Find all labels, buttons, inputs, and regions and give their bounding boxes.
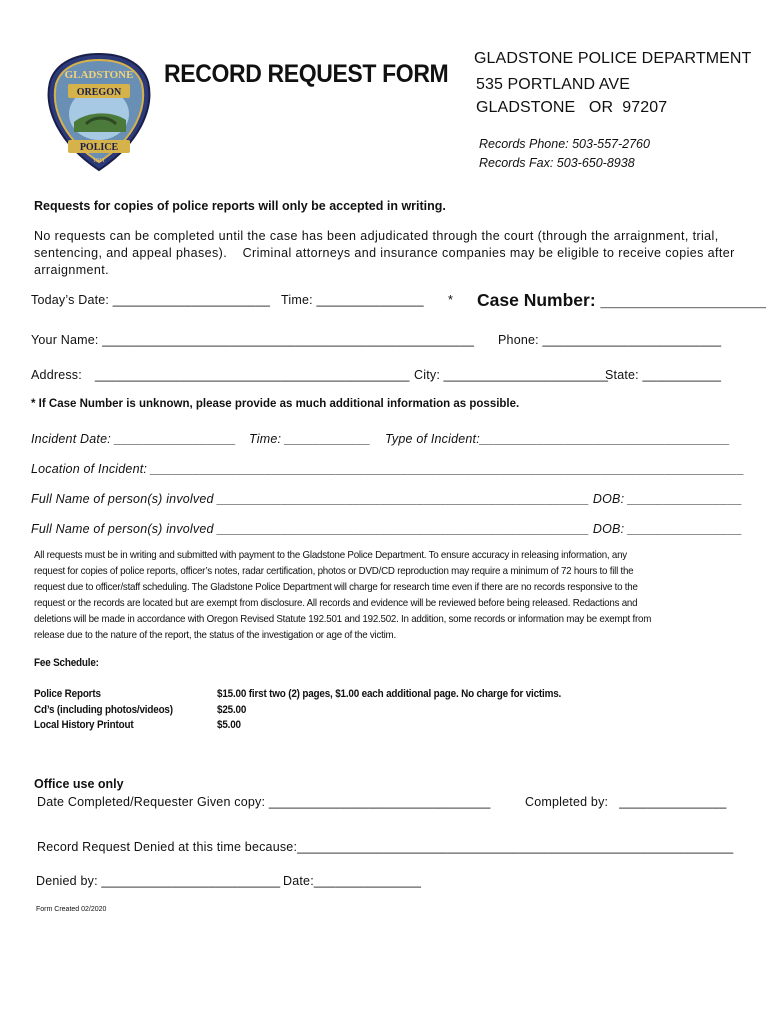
completed-by-field[interactable]: Completed by: _______________ — [525, 795, 727, 809]
police-badge-logo — [46, 52, 152, 172]
your-name-field[interactable]: Your Name: ____________________________________________________ — [31, 333, 475, 347]
case-number-asterisk: * — [448, 293, 454, 307]
policy-line-3: request due to officer/staff scheduling. The Gladstone Police Department will charge for research time even if there are no records responsive to the — [34, 581, 638, 593]
policy-line-5: deletions will be made in accordance with Oregon Revised Statute 192.501 and 192.502. In addition, some records or information may be exempt from — [34, 613, 652, 625]
intro-paragraph-line3: arraignment. — [34, 263, 109, 277]
denied-by-field[interactable]: Denied by: _________________________ — [36, 874, 281, 888]
form-title: RECORD REQUEST FORM — [164, 60, 449, 88]
fee-price-cds: $25.00 — [217, 704, 247, 716]
office-use-heading: Office use only — [34, 777, 124, 791]
address-field[interactable]: ____________________________________________ — [95, 368, 410, 382]
denied-reason-field[interactable]: Record Request Denied at this time because:_____________________________________________________________ — [37, 840, 734, 854]
time-field[interactable]: Time: _______________ — [281, 293, 424, 307]
fee-item-local-history: Local History Printout — [34, 719, 134, 731]
department-address-line1: 535 PORTLAND AVE — [476, 76, 630, 93]
address-label: Address: — [31, 368, 82, 382]
fee-item-cds: Cd’s (including photos/videos) — [34, 704, 173, 716]
denied-date-field[interactable]: Date:_______________ — [283, 874, 422, 888]
city-field[interactable]: City: _______________________ — [414, 368, 609, 382]
records-fax: Records Fax: 503-650-8938 — [479, 156, 635, 170]
fee-item-police-reports: Police Reports — [34, 688, 101, 700]
person-involved-field-1[interactable]: Full Name of person(s) involved ____________________________________________________ DOB: ________________ — [31, 492, 743, 506]
records-phone: Records Phone: 503-557-2760 — [479, 137, 650, 151]
state-field[interactable]: State: ___________ — [605, 368, 722, 382]
badge-bottom-banner: POLICE — [79, 142, 119, 153]
date-completed-field[interactable]: Date Completed/Requester Given copy: _______________________________ — [37, 795, 491, 809]
incident-location-field[interactable]: Location of Incident: ___________________________________________________________________________________ — [31, 462, 745, 476]
intro-paragraph-line1: No requests can be completed until the case has been adjudicated through the court (through the arraignment, trial, — [34, 229, 719, 243]
case-number-field[interactable]: Case Number: _________________ — [477, 290, 766, 310]
fee-price-police-reports: $15.00 first two (2) pages, $1.00 each additional page. No charge for victims. — [217, 688, 562, 700]
policy-line-1: All requests must be in writing and submitted with payment to the Gladstone Police Department. To ensure accuracy in releasing information, any — [34, 549, 627, 561]
policy-line-6: release due to the nature of the report, the status of the investigation or age of the victim. — [34, 629, 396, 641]
fee-schedule-heading: Fee Schedule: — [34, 657, 99, 669]
policy-line-4: request or the records are located but are exempt from disclosure. All records and evidence will be reviewed before being released. Redactions and — [34, 597, 638, 609]
badge-year: 1911 — [93, 158, 105, 164]
incident-type-field[interactable]: Type of Incident:___________________________________ — [385, 432, 731, 446]
written-requests-notice: Requests for copies of police reports will only be accepted in writing. — [34, 199, 446, 213]
fee-price-local-history: $5.00 — [217, 719, 241, 731]
policy-line-2: request for copies of police reports, officer’s notes, radar certification, photos or DVD/CD reproduction may require a minimum of 72 hours to fill the — [34, 565, 634, 577]
intro-paragraph-line2: sentencing, and appeal phases). Criminal attorneys and insurance companies may be eligible to receive copies after — [34, 246, 735, 260]
todays-date-field[interactable]: Today’s Date: ______________________ — [31, 293, 271, 307]
unknown-case-note: * If Case Number is unknown, please provide as much additional information as possible. — [31, 398, 520, 410]
badge-banner: OREGON — [76, 87, 122, 98]
incident-time-field[interactable]: Time: ____________ — [249, 432, 371, 446]
badge-top-text: GLADSTONE — [64, 69, 134, 81]
incident-date-field[interactable]: Incident Date: _________________ — [31, 432, 237, 446]
form-created-footer: Form Created 02/2020 — [36, 906, 107, 913]
department-name: GLADSTONE POLICE DEPARTMENT — [474, 50, 752, 67]
person-involved-field-2[interactable]: Full Name of person(s) involved ____________________________________________________ DOB: ________________ — [31, 522, 743, 536]
department-address-line2: GLADSTONE OR 97207 — [476, 99, 668, 116]
phone-field[interactable]: Phone: _________________________ — [498, 333, 722, 347]
